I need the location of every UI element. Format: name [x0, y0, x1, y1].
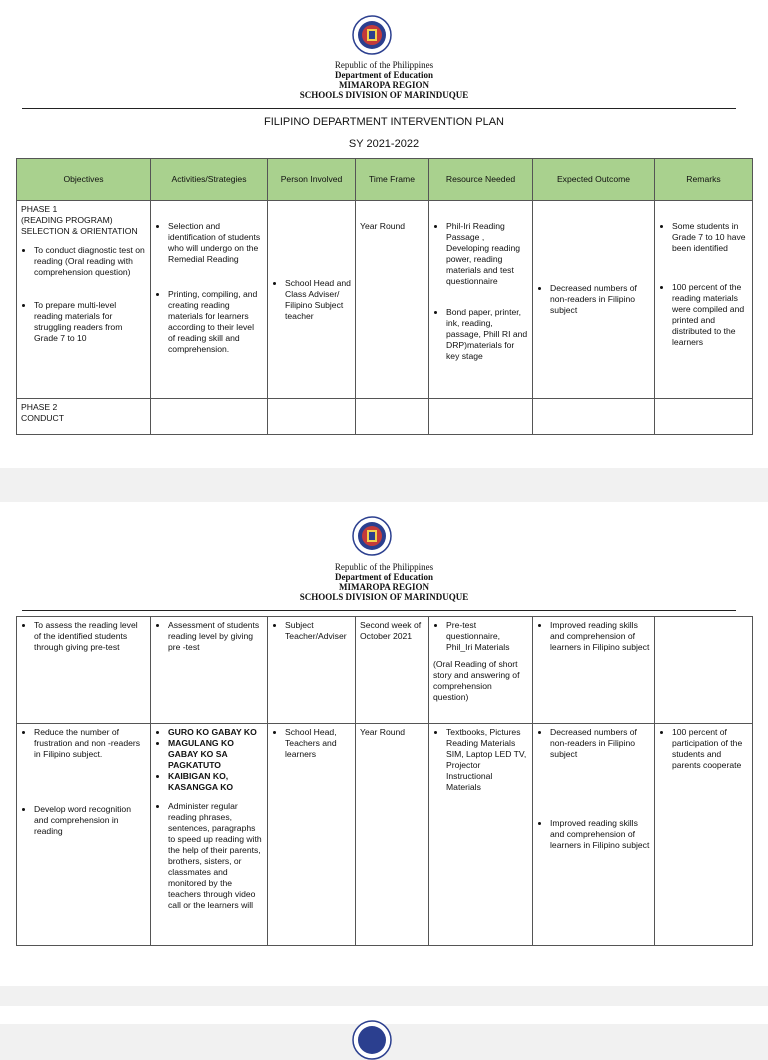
list-item: • School Head, Teachers and learners — [285, 727, 351, 760]
empty-cell — [356, 399, 429, 435]
list-item: • Assessment of students reading level by giving pre -test — [168, 620, 263, 653]
phase2-subtitle: CONDUCT — [21, 413, 64, 423]
col-expected-outcome: Expected Outcome — [533, 159, 655, 201]
list-item: • Improved reading skills and comprehension of learners in Filipino subject — [550, 620, 650, 653]
time-frame-value: Year Round — [360, 727, 406, 737]
list-item: • 100 percent of participation of the students and parents cooperate — [672, 727, 748, 771]
deped-seal-icon — [352, 15, 392, 55]
row2-time-frame-cell — [356, 724, 429, 946]
list-item: • Subject Teacher/Adviser — [285, 620, 351, 642]
list-item: • School Head and Class Adviser/ Filipino Subject teacher — [285, 278, 351, 322]
intervention-table — [16, 158, 753, 435]
empty-cell — [533, 399, 655, 435]
phase2-cell — [17, 399, 151, 435]
list-item: • Pre-test questionnaire, Phil_Iri Materials — [446, 620, 528, 653]
school-year: SY 2021-2022 — [348, 138, 420, 150]
list-item: • Administer regular reading phrases, sentences, paragraphs to speed up reading with the help of their parents, brothers, sisters, or classmates and monitored by the teachers through video call or the learners will — [168, 801, 263, 911]
table-row — [17, 201, 753, 399]
col-time-frame: Time Frame — [356, 159, 429, 201]
row2-outcomes-cell — [533, 724, 655, 946]
list-item: • Some students in Grade 7 to 10 have been identified — [672, 221, 748, 254]
col-resource-needed: Resource Needed — [429, 159, 533, 201]
division-line: SCHOOLS DIVISION OF MARINDUQUE — [299, 90, 469, 100]
empty-cell — [268, 399, 356, 435]
phase1-activities-cell — [151, 201, 268, 399]
row2-activities-cell — [151, 724, 268, 946]
col-objectives: Objectives — [17, 159, 151, 201]
region-line: MIMAROPA REGION — [338, 80, 430, 90]
row1-time-frame-cell — [356, 617, 429, 724]
list-item: • GURO KO GABAY KO — [168, 727, 263, 738]
phase1-objectives-cell — [17, 201, 151, 399]
document-title: FILIPINO DEPARTMENT INTERVENTION PLAN — [263, 116, 504, 128]
col-activities: Activities/Strategies — [151, 159, 268, 201]
page-3 — [0, 1006, 768, 1024]
header-rule — [22, 610, 736, 611]
row1-outcomes-cell — [533, 617, 655, 724]
phase1-title: PHASE 1 — [21, 204, 58, 214]
header-rule — [22, 108, 736, 109]
region-line: MIMAROPA REGION — [338, 582, 430, 592]
list-item: • To assess the reading level of the identified students through giving pre-test — [34, 620, 146, 653]
department-line: Department of Education — [335, 70, 433, 80]
deped-seal-icon — [352, 1020, 392, 1060]
col-person-involved: Person Involved — [268, 159, 356, 201]
empty-cell — [429, 399, 533, 435]
republic-line: Republic of the Philippines — [334, 562, 434, 572]
page-1 — [0, 0, 768, 468]
list-item: • Selection and identification of students who will undergo on the Remedial Reading — [168, 221, 263, 265]
row1-objectives-cell — [17, 617, 151, 724]
republic-line: Republic of the Philippines — [334, 60, 434, 70]
list-item: • Reduce the number of frustration and non -readers in Filipino subject. — [34, 727, 146, 760]
intervention-table-continued — [16, 616, 753, 946]
list-item: • Printing, compiling, and creating reading materials for learners according to their level of reading skill and comprehension. — [168, 289, 263, 355]
empty-cell — [151, 399, 268, 435]
list-item: • To prepare multi-level reading materials for struggling readers from Grade 7 to 10 — [34, 300, 146, 344]
resource-note: (Oral Reading of short story and answering of comprehension question) — [433, 659, 520, 702]
list-item: • Phil-Iri Reading Passage , Developing reading power, reading materials and test questionnaire — [446, 221, 528, 287]
letterhead — [0, 60, 768, 100]
phase1-subtitle: (READING PROGRAM) — [21, 215, 113, 225]
list-item: • 100 percent of the reading materials were compiled and printed and distributed to the learners — [672, 282, 748, 348]
list-item: • Improved reading skills and comprehension of learners in Filipino subject — [550, 818, 650, 851]
list-item: • Textbooks, Pictures Reading Materials SIM, Laptop LED TV, Projector Instructional Materials — [446, 727, 528, 793]
list-item: • KAIBIGAN KO, KASANGGA KO — [168, 771, 263, 793]
list-item: • MAGULANG KO GABAY KO SA PAGKATUTO — [168, 738, 263, 771]
time-frame-value: Second week of October 2021 — [360, 620, 422, 641]
table-row — [17, 399, 753, 435]
phase1-remarks-cell — [655, 201, 753, 399]
list-item: • Decreased numbers of non-readers in Filipino subject — [550, 283, 650, 316]
division-line: SCHOOLS DIVISION OF MARINDUQUE — [299, 592, 469, 602]
time-frame-value: Year Round — [360, 221, 406, 231]
list-item: • Decreased numbers of non-readers in Filipino subject — [550, 727, 650, 760]
table-row — [17, 617, 753, 724]
deped-seal-icon — [352, 516, 392, 556]
table-row — [17, 724, 753, 946]
list-item: • Bond paper, printer, ink, reading, passage, Phill RI and DRP)materials for key stage — [446, 307, 528, 362]
row2-resources-cell — [429, 724, 533, 946]
page-2 — [0, 502, 768, 986]
empty-cell — [655, 399, 753, 435]
row1-resources-cell — [429, 617, 533, 724]
department-line: Department of Education — [335, 572, 433, 582]
phase1-resources-cell — [429, 201, 533, 399]
row2-objectives-cell — [17, 724, 151, 946]
phase2-title: PHASE 2 — [21, 402, 58, 412]
phase1-persons-cell — [268, 201, 356, 399]
row1-persons-cell — [268, 617, 356, 724]
list-item: • Develop word recognition and comprehension in reading — [34, 804, 146, 837]
row2-persons-cell — [268, 724, 356, 946]
phase1-subtitle2: SELECTION & ORIENTATION — [21, 226, 138, 236]
col-remarks: Remarks — [655, 159, 753, 201]
letterhead — [0, 562, 768, 602]
phase1-outcomes-cell — [533, 201, 655, 399]
list-item: • To conduct diagnostic test on reading (Oral reading with comprehension question) — [34, 245, 146, 278]
phase1-time-frame-cell — [356, 201, 429, 399]
row2-remarks-cell — [655, 724, 753, 946]
row1-remarks-cell — [655, 617, 753, 724]
table-header-row — [17, 159, 753, 201]
row1-activities-cell — [151, 617, 268, 724]
